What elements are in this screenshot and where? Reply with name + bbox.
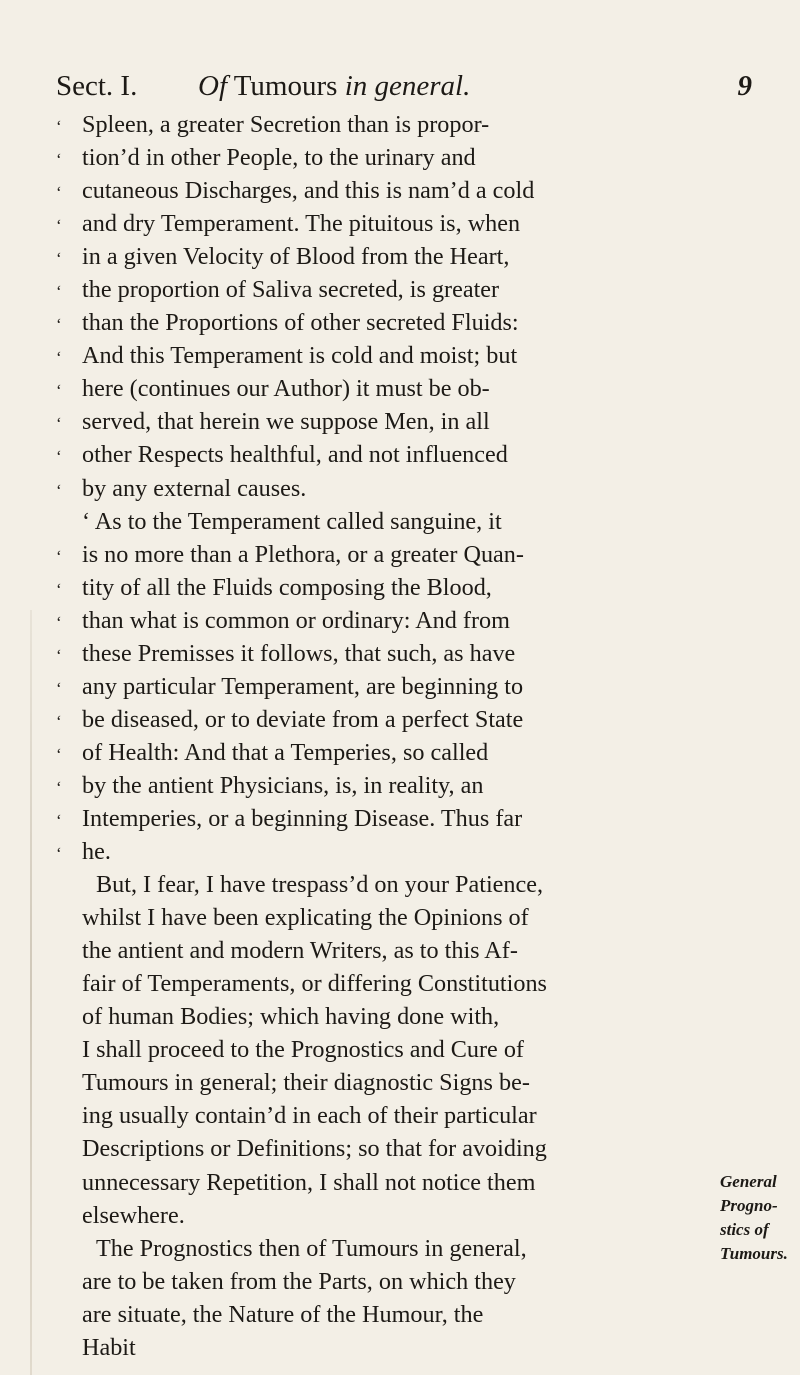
line-text: is no more than a Plethora, or a greater Quan- — [82, 540, 524, 568]
text-line — [56, 571, 716, 604]
line-text: are to be taken from the Parts, on which they — [82, 1267, 516, 1295]
text-line — [56, 472, 716, 505]
line-text: the antient and modern Writers, as to this Af- — [82, 937, 518, 965]
line-text: fair of Temperaments, or differing Constitutions — [82, 970, 547, 998]
quote-mark — [56, 1331, 82, 1364]
text-line — [56, 405, 716, 438]
quote-mark — [56, 1000, 82, 1033]
line-text: ‘ As to the Temperament called sanguine, it — [82, 507, 502, 535]
quote-mark: ‘ — [56, 414, 62, 434]
text-line — [56, 1265, 716, 1298]
quote-mark: ‘ — [56, 216, 62, 236]
line-text: be diseased, or to deviate from a perfect State — [82, 705, 524, 733]
text-line — [56, 108, 716, 141]
quote-mark — [56, 1199, 82, 1232]
section-label: Sect. I. — [56, 70, 138, 102]
line-text: whilst I have been explicating the Opinions of — [82, 904, 529, 932]
text-line — [56, 1232, 716, 1265]
text-line — [56, 835, 716, 868]
text-line — [56, 438, 716, 471]
quote-mark: ‘ — [56, 183, 62, 203]
line-text: of Health: And that a Temperies, so called — [82, 738, 489, 766]
quote-mark: ‘ — [56, 546, 62, 566]
line-text: tion’d in other People, to the urinary and — [82, 144, 476, 172]
text-line — [56, 934, 716, 967]
margin-note-line: Progno- — [720, 1196, 778, 1215]
quote-mark: ‘ — [56, 711, 62, 731]
quote-mark: ‘ — [56, 844, 62, 864]
margin-note-line: stics of — [720, 1220, 769, 1239]
line-text: Intemperies, or a beginning Disease. Thus far — [82, 804, 523, 832]
quote-mark — [56, 1066, 82, 1099]
line-text: he. — [82, 838, 111, 866]
line-text: than what is common or ordinary: And from — [82, 606, 510, 634]
line-text: ing usually contain’d in each of their particular — [82, 1102, 537, 1130]
text-line — [56, 372, 716, 405]
quote-mark — [56, 1232, 82, 1265]
line-text: Habit — [82, 1333, 136, 1361]
running-title: Of Tumours in general. — [198, 70, 471, 102]
text-line — [56, 1298, 716, 1331]
text-line — [56, 306, 716, 339]
text-line — [56, 141, 716, 174]
quote-mark: ‘ — [56, 447, 62, 467]
text-line — [56, 1066, 716, 1099]
quote-mark: ‘ — [56, 249, 62, 269]
line-text: in a given Velocity of Blood from the Heart, — [82, 243, 510, 271]
text-line — [56, 1099, 716, 1132]
line-text: Descriptions or Definitions; so that for avoiding — [82, 1135, 547, 1163]
line-text: any particular Temperament, are beginning to — [82, 672, 524, 700]
line-text: cutaneous Discharges, and this is nam’d a cold — [82, 177, 535, 205]
quote-mark: ‘ — [56, 744, 62, 764]
quote-mark: ‘ — [56, 777, 62, 797]
quote-mark — [56, 1033, 82, 1066]
text-line — [56, 967, 716, 1000]
quote-mark: ‘ — [56, 315, 62, 335]
line-text: these Premisses it follows, that such, as have — [82, 639, 516, 667]
line-text: unnecessary Repetition, I shall not notice them — [82, 1168, 536, 1196]
line-text: Tumours in general; their diagnostic Signs be- — [82, 1069, 530, 1097]
page-gutter-shadow — [30, 610, 32, 1375]
text-line — [56, 1166, 716, 1199]
line-text: by any external causes. — [82, 474, 307, 502]
quote-mark: ‘ — [56, 480, 62, 500]
margin-note-line: General — [720, 1172, 777, 1191]
line-text: The Prognostics then of Tumours in general, — [96, 1234, 527, 1262]
text-line — [56, 273, 716, 306]
text-line — [56, 802, 716, 835]
line-text: other Respects healthful, and not influenced — [82, 441, 508, 469]
text-line — [56, 868, 716, 901]
margin-note — [720, 1170, 800, 1266]
quote-mark — [56, 1099, 82, 1132]
quote-mark: ‘ — [56, 810, 62, 830]
text-line — [56, 901, 716, 934]
text-line — [56, 736, 716, 769]
text-line — [56, 240, 716, 273]
quote-mark: ‘ — [56, 645, 62, 665]
quote-mark — [56, 1265, 82, 1298]
text-line — [56, 207, 716, 240]
text-line — [56, 339, 716, 372]
line-text: here (continues our Author) it must be ob- — [82, 375, 490, 403]
line-text: by the antient Physicians, is, in reality, an — [82, 771, 484, 799]
text-line — [56, 703, 716, 736]
quote-mark — [56, 901, 82, 934]
line-text: And this Temperament is cold and moist; but — [82, 342, 518, 370]
text-line — [56, 174, 716, 207]
line-text: But, I fear, I have trespass’d on your Patience, — [96, 871, 544, 899]
quote-mark: ‘ — [56, 612, 62, 632]
text-line — [56, 670, 716, 703]
margin-note-line: Tumours. — [720, 1244, 788, 1263]
text-line — [56, 1033, 716, 1066]
line-text: Spleen, a greater Secretion than is propor- — [82, 111, 490, 138]
quote-mark: ‘ — [56, 117, 62, 136]
quote-mark: ‘ — [56, 678, 62, 698]
line-text: of human Bodies; which having done with, — [82, 1003, 500, 1031]
quote-mark — [56, 1166, 82, 1199]
quote-mark: ‘ — [56, 282, 62, 302]
quote-mark — [56, 868, 82, 901]
quote-mark: ‘ — [56, 381, 62, 401]
body-text — [56, 108, 716, 1364]
quote-mark — [56, 1298, 82, 1331]
quote-mark: ‘ — [56, 579, 62, 599]
line-text: than the Proportions of other secreted Fluids: — [82, 309, 519, 337]
text-line — [56, 1000, 716, 1033]
line-text: are situate, the Nature of the Humour, the — [82, 1300, 484, 1328]
quote-mark — [56, 967, 82, 1000]
text-line — [56, 538, 716, 571]
text-line — [56, 637, 716, 670]
text-line — [56, 604, 716, 637]
line-text: I shall proceed to the Prognostics and Cure of — [82, 1036, 524, 1064]
quote-mark: ‘ — [56, 348, 62, 368]
line-text: and dry Temperament. The pituitous is, when — [82, 210, 521, 238]
line-text: elsewhere. — [82, 1201, 185, 1229]
text-line — [56, 1199, 716, 1232]
text-line — [56, 1331, 716, 1364]
quote-mark — [56, 505, 82, 538]
text-line — [56, 1132, 716, 1165]
page-number: 9 — [737, 70, 752, 102]
line-text: the proportion of Saliva secreted, is greater — [82, 276, 500, 304]
text-line — [56, 505, 716, 538]
text-line — [56, 769, 716, 802]
line-text: tity of all the Fluids composing the Blood, — [82, 573, 492, 601]
quote-mark — [56, 1132, 82, 1165]
quote-mark: ‘ — [56, 150, 62, 170]
line-text: served, that herein we suppose Men, in all — [82, 408, 490, 436]
quote-mark — [56, 934, 82, 967]
